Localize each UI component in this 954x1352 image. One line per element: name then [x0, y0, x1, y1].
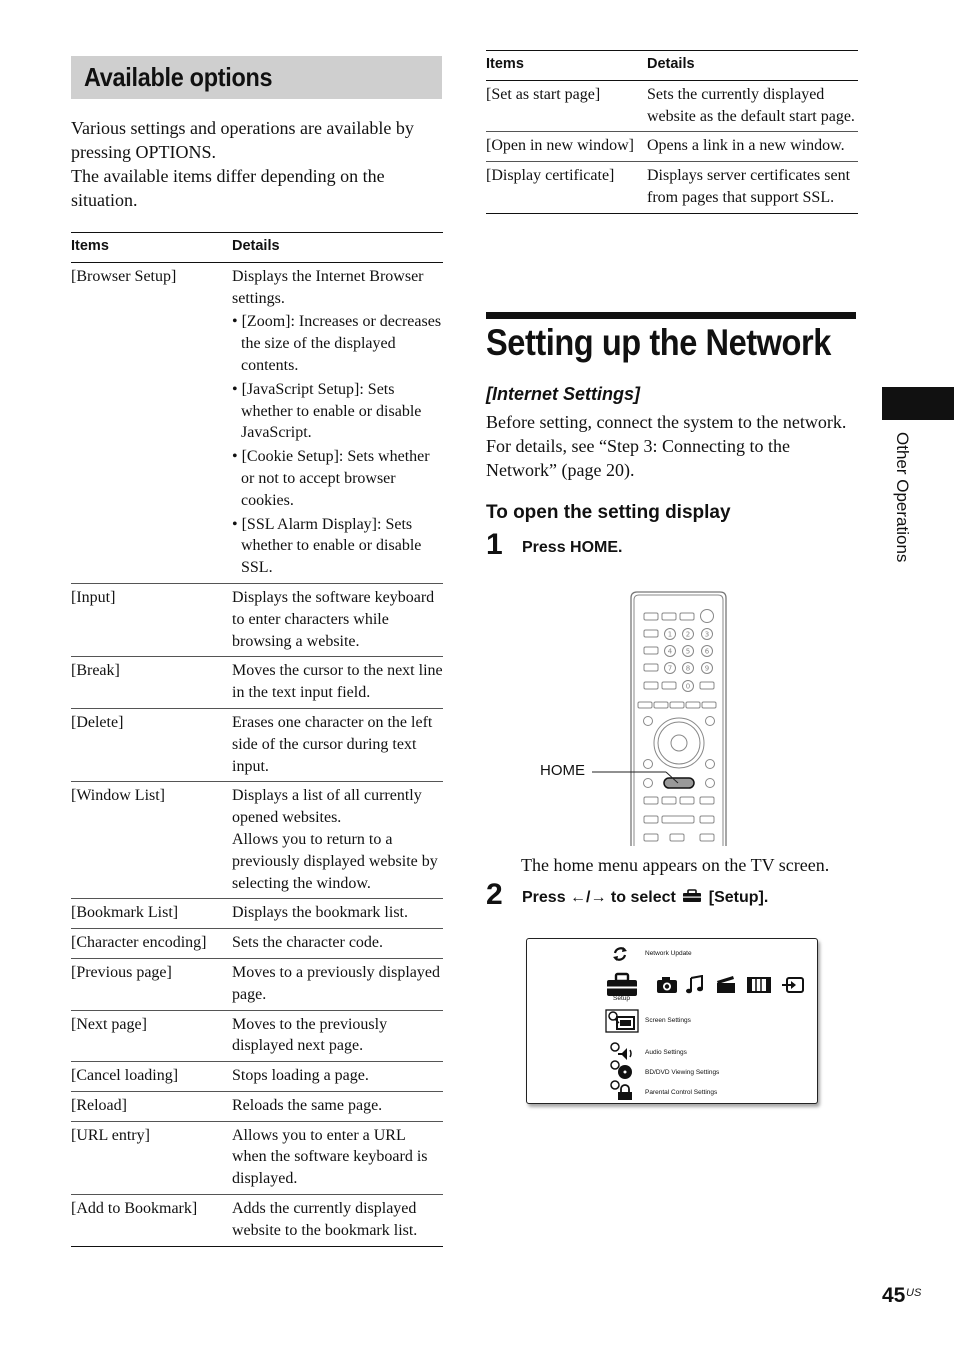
item-cell: [Input]	[71, 583, 232, 656]
detail-cell: Allows you to enter a URL when the software keyboard is displayed.	[232, 1121, 443, 1194]
bd-dvd-settings-icon[interactable]	[609, 1059, 635, 1081]
music-icon[interactable]	[685, 975, 705, 995]
detail-cell: Displays the software keyboard to enter characters while browsing a website.	[232, 583, 443, 656]
step-text	[522, 889, 768, 907]
options-table-right	[486, 50, 858, 214]
subsection-title: [Internet Settings]	[486, 384, 641, 404]
section-title: Setting up the Network	[486, 322, 831, 363]
audio-settings-icon[interactable]	[609, 1041, 635, 1061]
table-row	[71, 929, 443, 959]
step-text: Press HOME.	[522, 539, 623, 556]
table-row	[71, 1091, 443, 1121]
page-number: 45	[882, 1284, 906, 1307]
movie-icon[interactable]	[745, 975, 773, 995]
list-item: • [Cookie Setup]: Sets whether or not to accept browser cookies.	[232, 448, 430, 509]
video-icon[interactable]	[715, 975, 737, 995]
remote-digit: 4	[667, 647, 673, 656]
details-header: Details	[647, 51, 858, 81]
audio-settings-label[interactable]: Audio Settings	[645, 1049, 687, 1056]
table-row	[71, 583, 443, 656]
item-cell: [URL entry]	[71, 1121, 232, 1194]
items-header: Items	[486, 51, 647, 81]
setup-label: Setup	[613, 995, 630, 1002]
step-note: The home menu appears on the TV screen.	[521, 855, 830, 875]
detail-cell: Opens a link in a new window.	[647, 132, 858, 162]
table-row	[71, 1010, 443, 1062]
intro-paragraph: The available items differ depending on the situation.	[71, 166, 385, 210]
remote-digit: 3	[704, 630, 710, 639]
detail-cell: Stops loading a page.	[232, 1062, 443, 1092]
intro-paragraph: Various settings and operations are available by pressing OPTIONS.	[71, 118, 414, 162]
step-text-part: Press ←/→ to select	[522, 889, 676, 906]
side-section-label: Other Operations	[893, 432, 912, 563]
procedure-heading: To open the setting display	[486, 502, 731, 523]
home-callout-label: HOME	[540, 762, 585, 779]
screen-settings-icon[interactable]	[605, 1009, 639, 1033]
item-cell: [Window List]	[71, 782, 232, 899]
remote-digit: 1	[667, 630, 673, 639]
detail-cell: Adds the currently displayed website to the bookmark list.	[232, 1195, 443, 1247]
item-cell: [Browser Setup]	[71, 262, 232, 583]
table-row	[71, 262, 443, 583]
item-cell: [Break]	[71, 657, 232, 709]
detail-cell: Displays the bookmark list.	[232, 899, 443, 929]
bd-dvd-settings-label[interactable]: BD/DVD Viewing Settings	[645, 1069, 720, 1076]
table-row	[71, 899, 443, 929]
step-number: 1	[486, 528, 503, 561]
item-cell: [Previous page]	[71, 958, 232, 1010]
detail-cell: Moves to the previously displayed next page.	[232, 1010, 443, 1062]
step-text-part: [Setup].	[708, 889, 769, 906]
table-row	[71, 657, 443, 709]
section-heading-bar	[71, 56, 442, 99]
section-tab	[882, 387, 954, 420]
step-number: 2	[486, 878, 503, 911]
table-row	[486, 132, 858, 162]
table-row	[71, 1195, 443, 1247]
item-cell: [Add to Bookmark]	[71, 1195, 232, 1247]
home-button[interactable]	[664, 778, 694, 788]
remote-digit: 5	[685, 647, 691, 656]
list-item: • [SSL Alarm Display]: Sets whether to enable or disable SSL.	[232, 515, 422, 577]
item-cell: [Character encoding]	[71, 929, 232, 959]
body-text: Before setting, connect the system to the network. For details, see “Step 3: Connecting to the Network” (page 20).	[486, 412, 847, 480]
detail-cell: Sets the character code.	[232, 929, 443, 959]
item-cell: [Open in new window]	[486, 132, 647, 162]
list-item: • [JavaScript Setup]: Sets whether to enable or disable JavaScript.	[232, 380, 422, 442]
table-row	[486, 80, 858, 132]
parental-settings-label[interactable]: Parental Control Settings	[645, 1089, 718, 1096]
network-update-icon	[611, 945, 629, 963]
table-row	[486, 162, 858, 214]
table-row	[71, 1062, 443, 1092]
table-row	[71, 958, 443, 1010]
photo-icon[interactable]	[655, 976, 679, 994]
table-row	[71, 782, 443, 899]
detail-text: Allows you to return to a previously displayed website by selecting the window.	[232, 830, 438, 892]
remote-digit: 7	[667, 664, 673, 673]
home-menu-screen	[526, 938, 818, 1104]
details-header: Details	[232, 233, 443, 263]
item-cell: [Delete]	[71, 708, 232, 781]
toolbox-icon	[682, 889, 702, 903]
screen-settings-label[interactable]: Screen Settings	[645, 1017, 691, 1024]
section-rule	[486, 312, 856, 319]
table-row	[71, 1121, 443, 1194]
detail-text: Displays the Internet Browser settings.	[232, 267, 424, 307]
intro-text	[71, 116, 443, 212]
detail-cell	[232, 782, 443, 899]
remote-digit: 6	[704, 647, 710, 656]
detail-cell: Erases one character on the left side of the cursor during text input.	[232, 708, 443, 781]
table-row	[71, 708, 443, 781]
remote-control-illustration	[588, 590, 734, 848]
item-cell: [Cancel loading]	[71, 1062, 232, 1092]
bullet-list	[232, 311, 443, 579]
item-cell: [Bookmark List]	[71, 899, 232, 929]
item-cell: [Set as start page]	[486, 80, 647, 132]
items-header: Items	[71, 233, 232, 263]
detail-cell: Moves the cursor to the next line in the text input field.	[232, 657, 443, 709]
page-number-suffix: US	[906, 1287, 922, 1299]
detail-cell	[232, 262, 443, 583]
parental-settings-icon[interactable]	[609, 1079, 635, 1101]
input-icon[interactable]	[781, 975, 805, 995]
remote-digit: 2	[685, 630, 691, 639]
network-update-label[interactable]: Network Update	[645, 950, 692, 957]
remote-digit: 9	[704, 664, 710, 673]
options-table-left	[71, 232, 443, 1247]
remote-digit: 0	[685, 682, 691, 691]
list-item: • [Zoom]: Increases or decreases the size of the displayed contents.	[232, 313, 442, 374]
detail-cell: Reloads the same page.	[232, 1091, 443, 1121]
item-cell: [Next page]	[71, 1010, 232, 1062]
remote-digit: 8	[685, 664, 691, 673]
detail-text: Displays a list of all currently opened websites.	[232, 787, 422, 827]
detail-cell: Sets the currently displayed website as the default start page.	[647, 80, 858, 132]
item-cell: [Display certificate]	[486, 162, 647, 214]
section-title: Available options	[84, 62, 273, 92]
detail-cell: Displays server certificates sent from pages that support SSL.	[647, 162, 858, 214]
detail-cell: Moves to a previously displayed page.	[232, 958, 443, 1010]
item-cell: [Reload]	[71, 1091, 232, 1121]
